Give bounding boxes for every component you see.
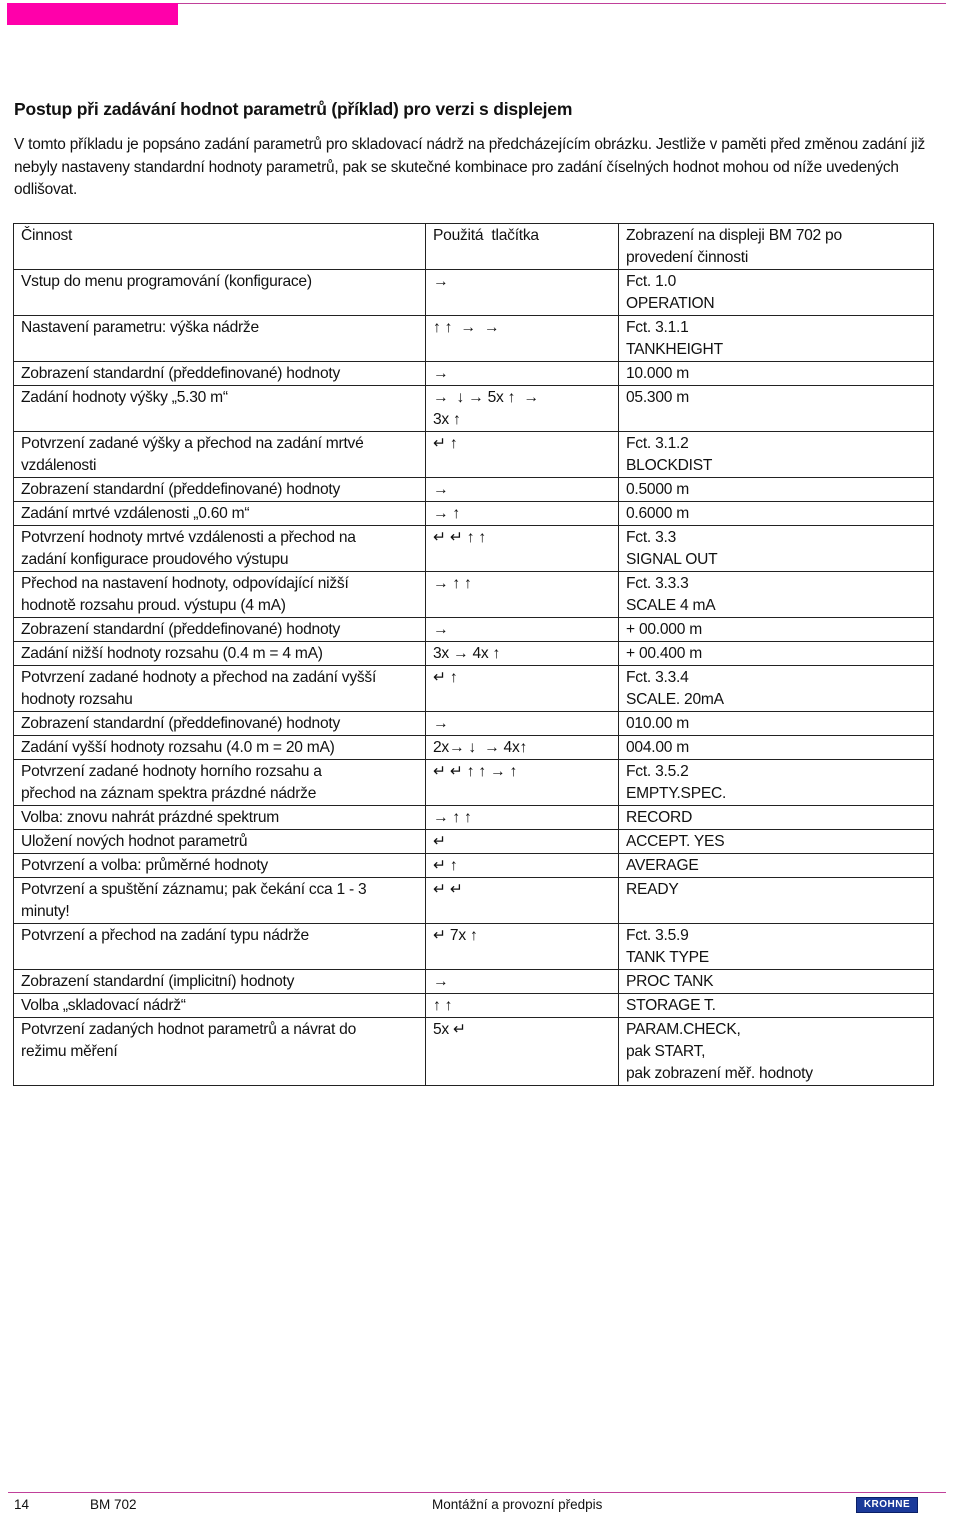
buttons-cell: → xyxy=(426,270,619,316)
table-row xyxy=(14,270,934,316)
buttons-cell: 5x ↵ xyxy=(426,1018,619,1086)
activity-cell: Potvrzení zadané hodnoty a přechod na zadání vyšší hodnoty rozsahu xyxy=(14,666,426,712)
buttons-cell: ↑ ↑ xyxy=(426,994,619,1018)
footer-model: BM 702 xyxy=(90,1497,137,1512)
table-row xyxy=(14,478,934,502)
procedure-table xyxy=(13,223,934,1086)
display-cell: 0.6000 m xyxy=(619,502,934,526)
activity-cell: Vstup do menu programování (konfigurace) xyxy=(14,270,426,316)
display-cell: PROC TANK xyxy=(619,970,934,994)
display-cell: AVERAGE xyxy=(619,854,934,878)
table-row xyxy=(14,994,934,1018)
table-row xyxy=(14,970,934,994)
table-row xyxy=(14,806,934,830)
display-cell: ACCEPT. YES xyxy=(619,830,934,854)
buttons-cell: → xyxy=(426,712,619,736)
activity-cell: Zadání hodnoty výšky „5.30 m“ xyxy=(14,386,426,432)
activity-cell: Potvrzení zadané hodnoty horního rozsahu a přechod na záznam spektra prázdné nádrže xyxy=(14,760,426,806)
display-cell: Fct. 3.1.2 BLOCKDIST xyxy=(619,432,934,478)
table-row xyxy=(14,526,934,572)
buttons-cell: → ↑ ↑ xyxy=(426,806,619,830)
table-row xyxy=(14,712,934,736)
table-row xyxy=(14,878,934,924)
header-activity: Činnost xyxy=(14,224,426,270)
display-cell: Fct. 3.1.1 TANKHEIGHT xyxy=(619,316,934,362)
buttons-cell: ↵ 7x ↑ xyxy=(426,924,619,970)
table-row xyxy=(14,618,934,642)
buttons-cell: ↵ ↵ xyxy=(426,878,619,924)
display-cell: 0.5000 m xyxy=(619,478,934,502)
display-cell: Fct. 3.3.3 SCALE 4 mA xyxy=(619,572,934,618)
display-cell: Fct. 3.5.9 TANK TYPE xyxy=(619,924,934,970)
table-body xyxy=(14,270,934,1086)
krohne-logo: KROHNE xyxy=(856,1497,918,1513)
display-cell: PARAM.CHECK, pak START, pak zobrazení měř. hodnoty xyxy=(619,1018,934,1086)
table-row xyxy=(14,830,934,854)
display-cell: Fct. 3.5.2 EMPTY.SPEC. xyxy=(619,760,934,806)
footer-rule xyxy=(8,1492,946,1493)
display-cell: + 00.000 m xyxy=(619,618,934,642)
buttons-cell: ↵ xyxy=(426,830,619,854)
buttons-cell: → xyxy=(426,970,619,994)
table-row xyxy=(14,924,934,970)
table-row xyxy=(14,502,934,526)
activity-cell: Potvrzení a spuštění záznamu; pak čekání cca 1 - 3 minuty! xyxy=(14,878,426,924)
display-cell: 010.00 m xyxy=(619,712,934,736)
section-title: Postup při zadávání hodnot parametrů (příklad) pro verzi s displejem xyxy=(14,99,573,119)
header-rule xyxy=(178,3,946,4)
buttons-cell: → xyxy=(426,478,619,502)
footer-page-number: 14 xyxy=(14,1497,30,1512)
table-row xyxy=(14,386,934,432)
activity-cell: Potvrzení zadané výšky a přechod na zadání mrtvé vzdálenosti xyxy=(14,432,426,478)
activity-cell: Volba „skladovací nádrž“ xyxy=(14,994,426,1018)
buttons-cell: → ↓ → 5x ↑ → 3x ↑ xyxy=(426,386,619,432)
table-row xyxy=(14,666,934,712)
activity-cell: Nastavení parametru: výška nádrže xyxy=(14,316,426,362)
footer-document-title: Montážní a provozní předpis xyxy=(432,1497,603,1512)
buttons-cell: ↵ ↑ xyxy=(426,666,619,712)
buttons-cell: 2x→ ↓ → 4x↑ xyxy=(426,736,619,760)
activity-cell: Potvrzení zadaných hodnot parametrů a návrat do režimu měření xyxy=(14,1018,426,1086)
table-row xyxy=(14,432,934,478)
table-row xyxy=(14,760,934,806)
header-accent-bar xyxy=(7,3,178,25)
buttons-cell: ↵ ↵ ↑ ↑ xyxy=(426,526,619,572)
buttons-cell: 3x → 4x ↑ xyxy=(426,642,619,666)
display-cell: Fct. 1.0 OPERATION xyxy=(619,270,934,316)
activity-cell: Přechod na nastavení hodnoty, odpovídající nižší hodnotě rozsahu proud. výstupu (4 mA) xyxy=(14,572,426,618)
activity-cell: Zadání mrtvé vzdálenosti „0.60 m“ xyxy=(14,502,426,526)
activity-cell: Zobrazení standardní (předdefinované) hodnoty xyxy=(14,362,426,386)
intro-paragraph: V tomto příkladu je popsáno zadání parametrů pro skladovací nádrž na předcházejícím obrázku. Jestliže v paměti před změnou zadání již nebyly nastaveny standardní hodnoty parametrů, pak se skutečné kombinace pro zadání číselných hodnot mohou od níže uvedených odlišovat. xyxy=(14,136,926,198)
activity-cell: Zadání nižší hodnoty rozsahu (0.4 m = 4 mA) xyxy=(14,642,426,666)
display-cell: RECORD xyxy=(619,806,934,830)
activity-cell: Zobrazení standardní (předdefinované) hodnoty xyxy=(14,712,426,736)
activity-cell: Potvrzení a přechod na zadání typu nádrže xyxy=(14,924,426,970)
buttons-cell: ↵ ↑ xyxy=(426,854,619,878)
display-cell: 05.300 m xyxy=(619,386,934,432)
table-header-row xyxy=(14,224,934,270)
buttons-cell: → ↑ xyxy=(426,502,619,526)
table-row xyxy=(14,1018,934,1086)
display-cell: 10.000 m xyxy=(619,362,934,386)
table-row xyxy=(14,736,934,760)
display-cell: 004.00 m xyxy=(619,736,934,760)
table-row xyxy=(14,316,934,362)
buttons-cell: → xyxy=(426,362,619,386)
table-row xyxy=(14,642,934,666)
header-display: Zobrazení na displeji BM 702 po provedení činnosti xyxy=(619,224,934,270)
display-cell: Fct. 3.3.4 SCALE. 20mA xyxy=(619,666,934,712)
table-row xyxy=(14,854,934,878)
buttons-cell: ↵ ↵ ↑ ↑ → ↑ xyxy=(426,760,619,806)
buttons-cell: ↑ ↑ → → xyxy=(426,316,619,362)
activity-cell: Potvrzení hodnoty mrtvé vzdálenosti a přechod na zadání konfigurace proudového výstupu xyxy=(14,526,426,572)
activity-cell: Zadání vyšší hodnoty rozsahu (4.0 m = 20 mA) xyxy=(14,736,426,760)
table-row xyxy=(14,572,934,618)
display-cell: READY xyxy=(619,878,934,924)
activity-cell: Zobrazení standardní (předdefinované) hodnoty xyxy=(14,618,426,642)
activity-cell: Volba: znovu nahrát prázdné spektrum xyxy=(14,806,426,830)
display-cell: Fct. 3.3 SIGNAL OUT xyxy=(619,526,934,572)
buttons-cell: ↵ ↑ xyxy=(426,432,619,478)
activity-cell: Uložení nových hodnot parametrů xyxy=(14,830,426,854)
buttons-cell: → xyxy=(426,618,619,642)
display-cell: STORAGE T. xyxy=(619,994,934,1018)
table-row xyxy=(14,362,934,386)
display-cell: + 00.400 m xyxy=(619,642,934,666)
activity-cell: Potvrzení a volba: průměrné hodnoty xyxy=(14,854,426,878)
activity-cell: Zobrazení standardní (předdefinované) hodnoty xyxy=(14,478,426,502)
activity-cell: Zobrazení standardní (implicitní) hodnoty xyxy=(14,970,426,994)
buttons-cell: → ↑ ↑ xyxy=(426,572,619,618)
header-buttons: Použitá tlačítka xyxy=(426,224,619,270)
